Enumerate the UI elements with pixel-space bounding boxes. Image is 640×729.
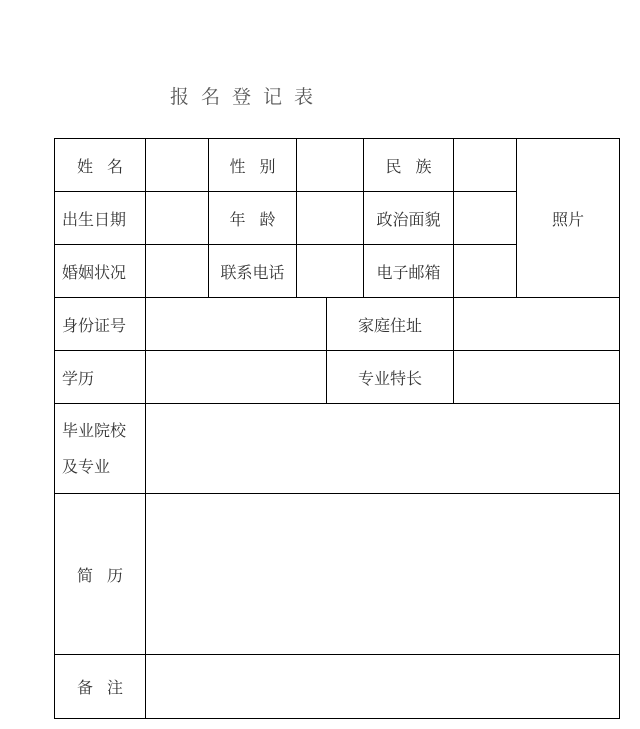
label-phone: 联系电话 — [220, 262, 285, 282]
label-education: 学历 — [62, 368, 95, 388]
email-field[interactable] — [454, 245, 516, 297]
label-school-major — [55, 404, 145, 493]
phone-field[interactable] — [297, 245, 363, 297]
ethnicity-field[interactable] — [454, 139, 516, 191]
label-marital-status: 婚姻状况 — [62, 262, 127, 282]
gender-field[interactable] — [297, 139, 363, 191]
registration-form-table — [54, 138, 620, 719]
label-email: 电子邮箱 — [376, 262, 441, 282]
id-number-field[interactable] — [146, 298, 326, 350]
label-ethnicity: 民族 — [385, 156, 446, 176]
birth-date-field[interactable] — [146, 192, 208, 244]
label-specialty: 专业特长 — [357, 368, 422, 388]
label-age: 年龄 — [229, 209, 290, 229]
label-school-major-line1: 毕业院校 — [62, 420, 127, 440]
specialty-field[interactable] — [454, 351, 619, 403]
home-address-field[interactable] — [454, 298, 619, 350]
school-major-field[interactable] — [146, 404, 619, 493]
age-field[interactable] — [297, 192, 363, 244]
political-status-field[interactable] — [454, 192, 516, 244]
label-birth-date: 出生日期 — [62, 209, 127, 229]
label-school-major-line2: 及专业 — [62, 456, 111, 476]
label-gender: 性别 — [229, 156, 290, 176]
label-id-number: 身份证号 — [62, 315, 127, 335]
photo-label: 照片 — [551, 209, 584, 229]
form-title: 报名登记表 — [170, 86, 326, 108]
label-remarks: 备注 — [76, 678, 137, 697]
label-resume: 简历 — [76, 565, 137, 585]
education-field[interactable] — [146, 351, 326, 403]
label-name: 姓名 — [76, 156, 137, 176]
photo-box[interactable] — [517, 139, 619, 297]
name-field[interactable] — [146, 139, 208, 191]
resume-field[interactable] — [146, 494, 619, 654]
label-political-status: 政治面貌 — [376, 209, 441, 229]
remarks-field[interactable] — [146, 655, 619, 718]
label-home-address: 家庭住址 — [357, 315, 422, 335]
marital-status-field[interactable] — [146, 245, 208, 297]
